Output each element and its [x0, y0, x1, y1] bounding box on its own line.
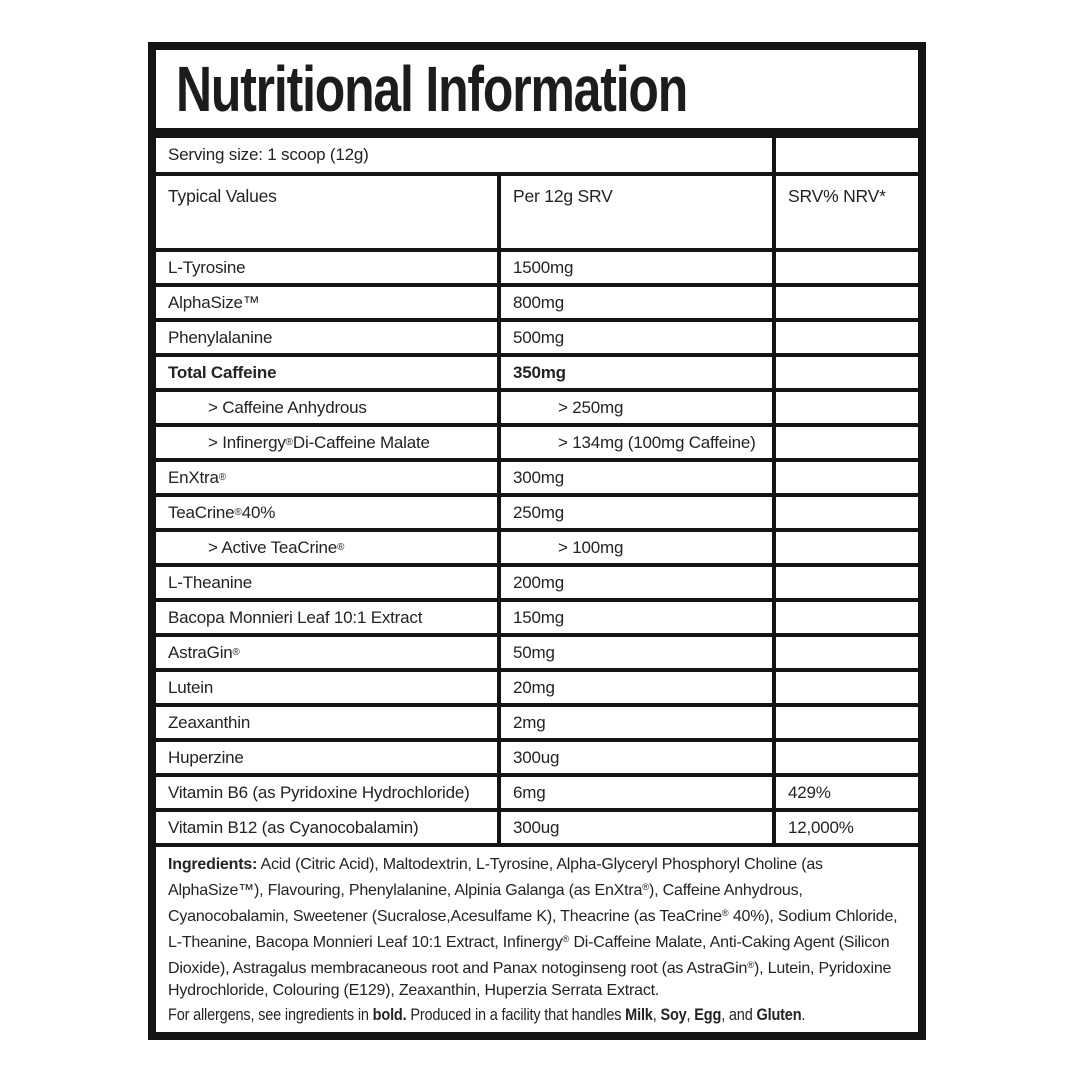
- allergen-bold-term: Milk: [625, 1006, 653, 1024]
- amount-cell: > 250mg: [501, 392, 772, 423]
- allergen-bold-term: Gluten: [756, 1006, 802, 1024]
- registered-mark: ®: [562, 934, 570, 945]
- ingredient-name-cell: > Infinergy ® Di-Caffeine Malate: [156, 427, 497, 458]
- nutrition-label: [148, 42, 926, 1040]
- ingredient-name-cell: Vitamin B12 (as Cyanocobalamin): [156, 812, 497, 843]
- table-row: [156, 497, 918, 528]
- table-row: [156, 602, 918, 633]
- table-row: [156, 777, 918, 808]
- nrv-cell: [776, 252, 918, 283]
- nrv-cell: [776, 392, 918, 423]
- nrv-cell: 12,000%: [776, 812, 918, 843]
- amount-cell: 350mg: [501, 357, 772, 388]
- table-row: [156, 392, 918, 423]
- registered-mark: ®: [337, 542, 345, 553]
- amount-cell: 500mg: [501, 322, 772, 353]
- amount-cell: 150mg: [501, 602, 772, 633]
- amount-cell: 300ug: [501, 742, 772, 773]
- amount-cell: 300mg: [501, 462, 772, 493]
- amount-cell: 1500mg: [501, 252, 772, 283]
- nrv-cell: [776, 707, 918, 738]
- ingredient-name-cell: Zeaxanthin: [156, 707, 497, 738]
- allergen-bold-term: Egg: [694, 1006, 722, 1024]
- ingredient-name-cell: Total Caffeine: [156, 357, 497, 388]
- nrv-cell: [776, 462, 918, 493]
- registered-mark: ®: [642, 882, 650, 892]
- ingredient-name-cell: L-Tyrosine: [156, 252, 497, 283]
- registered-mark: ®: [285, 437, 293, 448]
- allergen-notice: For allergens, see ingredients in bold. Produced in a facility that handles Milk, Soy, Egg, and Gluten.: [168, 1006, 806, 1024]
- ingredient-name-cell: Vitamin B6 (as Pyridoxine Hydrochloride): [156, 777, 497, 808]
- table-row: [156, 462, 918, 493]
- table-row: [156, 567, 918, 598]
- nrv-cell: 429%: [776, 777, 918, 808]
- ingredient-name-cell: AlphaSize™: [156, 287, 497, 318]
- ingredient-name-cell: EnXtra ®: [156, 462, 497, 493]
- amount-cell: 300ug: [501, 812, 772, 843]
- table-row: [156, 357, 918, 388]
- ingredient-name-cell: Lutein: [156, 672, 497, 703]
- amount-cell: 250mg: [501, 497, 772, 528]
- table-row: [156, 742, 918, 773]
- nrv-cell: [776, 497, 918, 528]
- serving-size-row: [156, 138, 918, 172]
- nrv-cell: [776, 532, 918, 563]
- ingredient-name-cell: TeaCrine ® 40%: [156, 497, 497, 528]
- column-header-per-srv: Per 12g SRV: [501, 176, 772, 248]
- allergen-bold-term: Soy: [660, 1006, 687, 1024]
- table-row: [156, 427, 918, 458]
- amount-cell: 2mg: [501, 707, 772, 738]
- column-header-typical-values: Typical Values: [156, 176, 497, 248]
- table-row: [156, 252, 918, 283]
- ingredients-section: [156, 847, 918, 1032]
- nrv-cell: [776, 357, 918, 388]
- amount-cell: 800mg: [501, 287, 772, 318]
- table-row: [156, 322, 918, 353]
- serving-size-empty-cell: [776, 138, 918, 172]
- nrv-cell: [776, 742, 918, 773]
- ingredient-name-cell: L-Theanine: [156, 567, 497, 598]
- table-row: [156, 707, 918, 738]
- nrv-cell: [776, 427, 918, 458]
- table-row: [156, 812, 918, 843]
- nutrition-rows: [156, 252, 918, 843]
- registered-mark: ®: [721, 908, 729, 919]
- amount-cell: 50mg: [501, 637, 772, 668]
- ingredient-name-cell: AstraGin ®: [156, 637, 497, 668]
- ingredient-name-cell: Phenylalanine: [156, 322, 497, 353]
- ingredients-paragraph: Ingredients: Acid (Citric Acid), Maltodextrin, L-Tyrosine, Alpha-Glyceryl Phosphoryl Choline (as AlphaSize™), Flavouring, Phenylalanine, Alpinia Galanga (as EnXtra®), Caffeine Anhydrous, Cyanocobalamin, Sweetener (Sucralose,Acesulfame K), Theacrine (as TeaCrine® 40%), Sodium Chloride, L-Theanine, Bacopa Monnieri Leaf 10:1 Extract, Infinergy® Di-Caffeine Malate, Anti-Caking Agent (Silicon Dioxide), Astragalus membracaneous root and Panax notoginseng root (as AstraGin®), Lutein, Pyridoxine Hydrochloride, Colouring (E129), Zeaxanthin, Huperzia Serrata Extract.: [168, 856, 898, 1000]
- amount-cell: > 134mg (100mg Caffeine): [501, 427, 772, 458]
- registered-mark: ®: [747, 960, 755, 971]
- amount-cell: 200mg: [501, 567, 772, 598]
- column-header-srv-nrv: SRV% NRV*: [776, 176, 918, 248]
- nrv-cell: [776, 287, 918, 318]
- nrv-cell: [776, 322, 918, 353]
- ingredient-name-cell: Bacopa Monnieri Leaf 10:1 Extract: [156, 602, 497, 633]
- allergen-bold-term: bold.: [372, 1006, 407, 1024]
- nrv-cell: [776, 637, 918, 668]
- label-title: Nutritional Information: [176, 53, 688, 125]
- nrv-cell: [776, 567, 918, 598]
- table-row: [156, 287, 918, 318]
- nrv-cell: [776, 672, 918, 703]
- registered-mark: ®: [218, 472, 227, 483]
- amount-cell: 6mg: [501, 777, 772, 808]
- serving-size-text: Serving size: 1 scoop (12g): [156, 138, 772, 172]
- ingredient-name-cell: > Active TeaCrine ®: [156, 532, 497, 563]
- table-row: [156, 532, 918, 563]
- ingredient-name-cell: > Caffeine Anhydrous: [156, 392, 497, 423]
- registered-mark: ®: [232, 647, 240, 658]
- ingredient-name-cell: Huperzine: [156, 742, 497, 773]
- ingredients-label: Ingredients:: [168, 856, 258, 873]
- label-header: [156, 50, 918, 128]
- column-header-row: [156, 176, 918, 248]
- table-row: [156, 637, 918, 668]
- amount-cell: > 100mg: [501, 532, 772, 563]
- amount-cell: 20mg: [501, 672, 772, 703]
- nrv-cell: [776, 602, 918, 633]
- table-row: [156, 672, 918, 703]
- registered-mark: ®: [234, 507, 242, 518]
